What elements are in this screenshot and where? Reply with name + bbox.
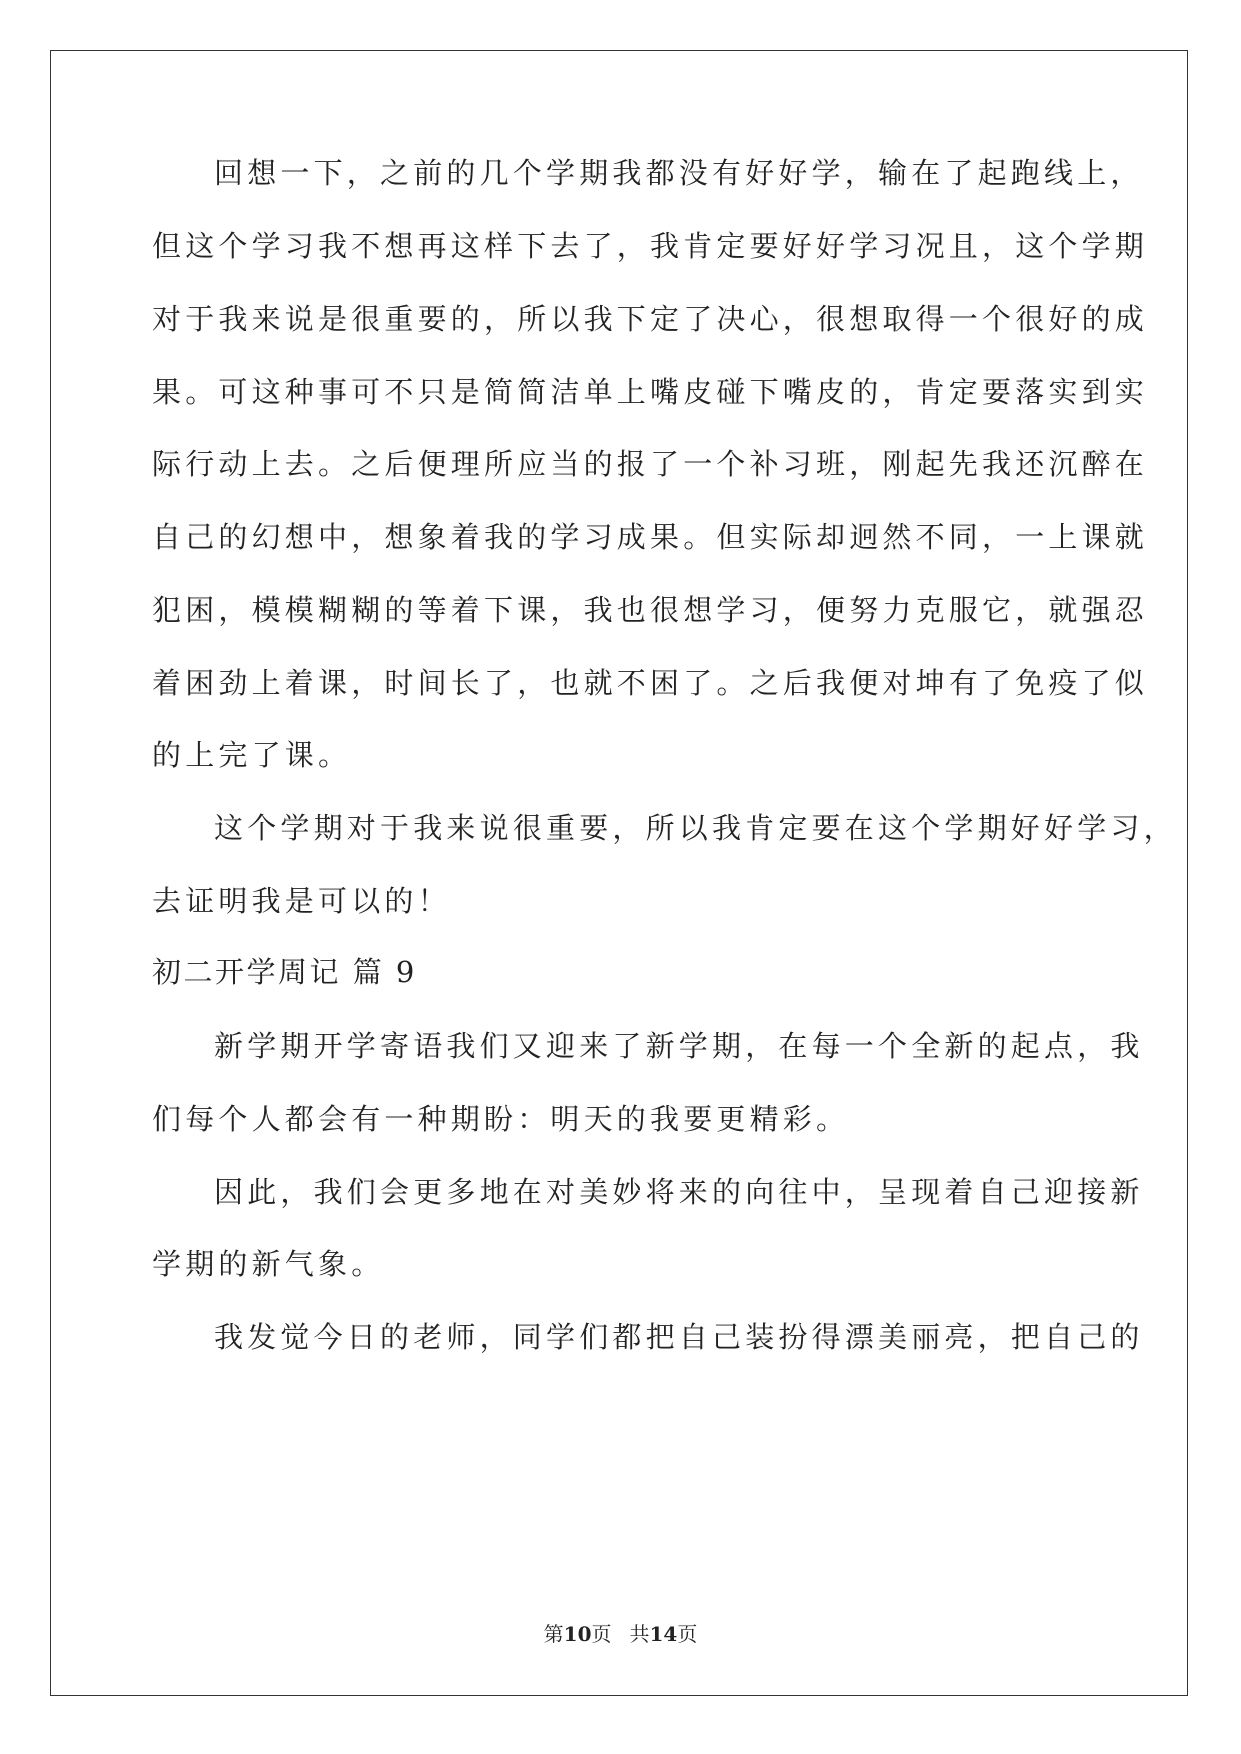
paragraph-line: 着困劲上着课，时间长了，也就不困了。之后我便对坤有了免疫了似 [152,666,1149,700]
page-label-prefix: 第 [543,1622,564,1646]
paragraph-line: 这个学期对于我来说很重要，所以我肯定要在这个学期好好学习， [214,811,1177,845]
page-number: 10 [563,1622,592,1646]
paragraph-line: 们每个人都会有一种期盼：明天的我要更精彩。 [152,1102,850,1136]
total-label-suffix: 页 [677,1622,698,1646]
paragraph-line: 回想一下，之前的几个学期我都没有好好学，输在了起跑线上， [214,156,1144,190]
paragraph-line: 但这个学习我不想再这样下去了，我肯定要好好学习况且，这个学期 [152,229,1149,263]
paragraph-line: 我发觉今日的老师，同学们都把自己装扮得漂美丽亮，把自己的 [214,1320,1144,1354]
total-pages: 14 [649,1622,678,1646]
paragraph-line: 去证明我是可以的！ [152,884,451,918]
paragraph-line: 际行动上去。之后便理所应当的报了一个补习班，刚起先我还沉醉在 [152,447,1149,481]
paragraph-line: 学期的新气象。 [152,1247,385,1281]
paragraph-line: 的上完了课。 [152,738,352,772]
total-label-prefix: 共 [629,1622,650,1646]
paragraph-line: 对于我来说是很重要的，所以我下定了决心，很想取得一个很好的成 [152,302,1149,336]
paragraph-line: 犯困，模模糊糊的等着下课，我也很想学习，便努力克服它，就强忍 [152,593,1149,627]
paragraph-line: 新学期开学寄语我们又迎来了新学期，在每一个全新的起点，我 [214,1029,1144,1063]
page-label-suffix: 页 [591,1622,612,1646]
paragraph-line: 自己的幻想中，想象着我的学习成果。但实际却迥然不同，一上课就 [152,520,1149,554]
paragraph-line: 因此，我们会更多地在对美妙将来的向往中，呈现着自己迎接新 [214,1175,1144,1209]
page-border [50,50,1188,1696]
paragraph-line: 果。可这种事可不只是简简洁单上嘴皮碰下嘴皮的，肯定要落实到实 [152,375,1149,409]
section-heading: 初二开学周记 篇 9 [152,955,417,989]
page-footer [0,1620,1241,1648]
